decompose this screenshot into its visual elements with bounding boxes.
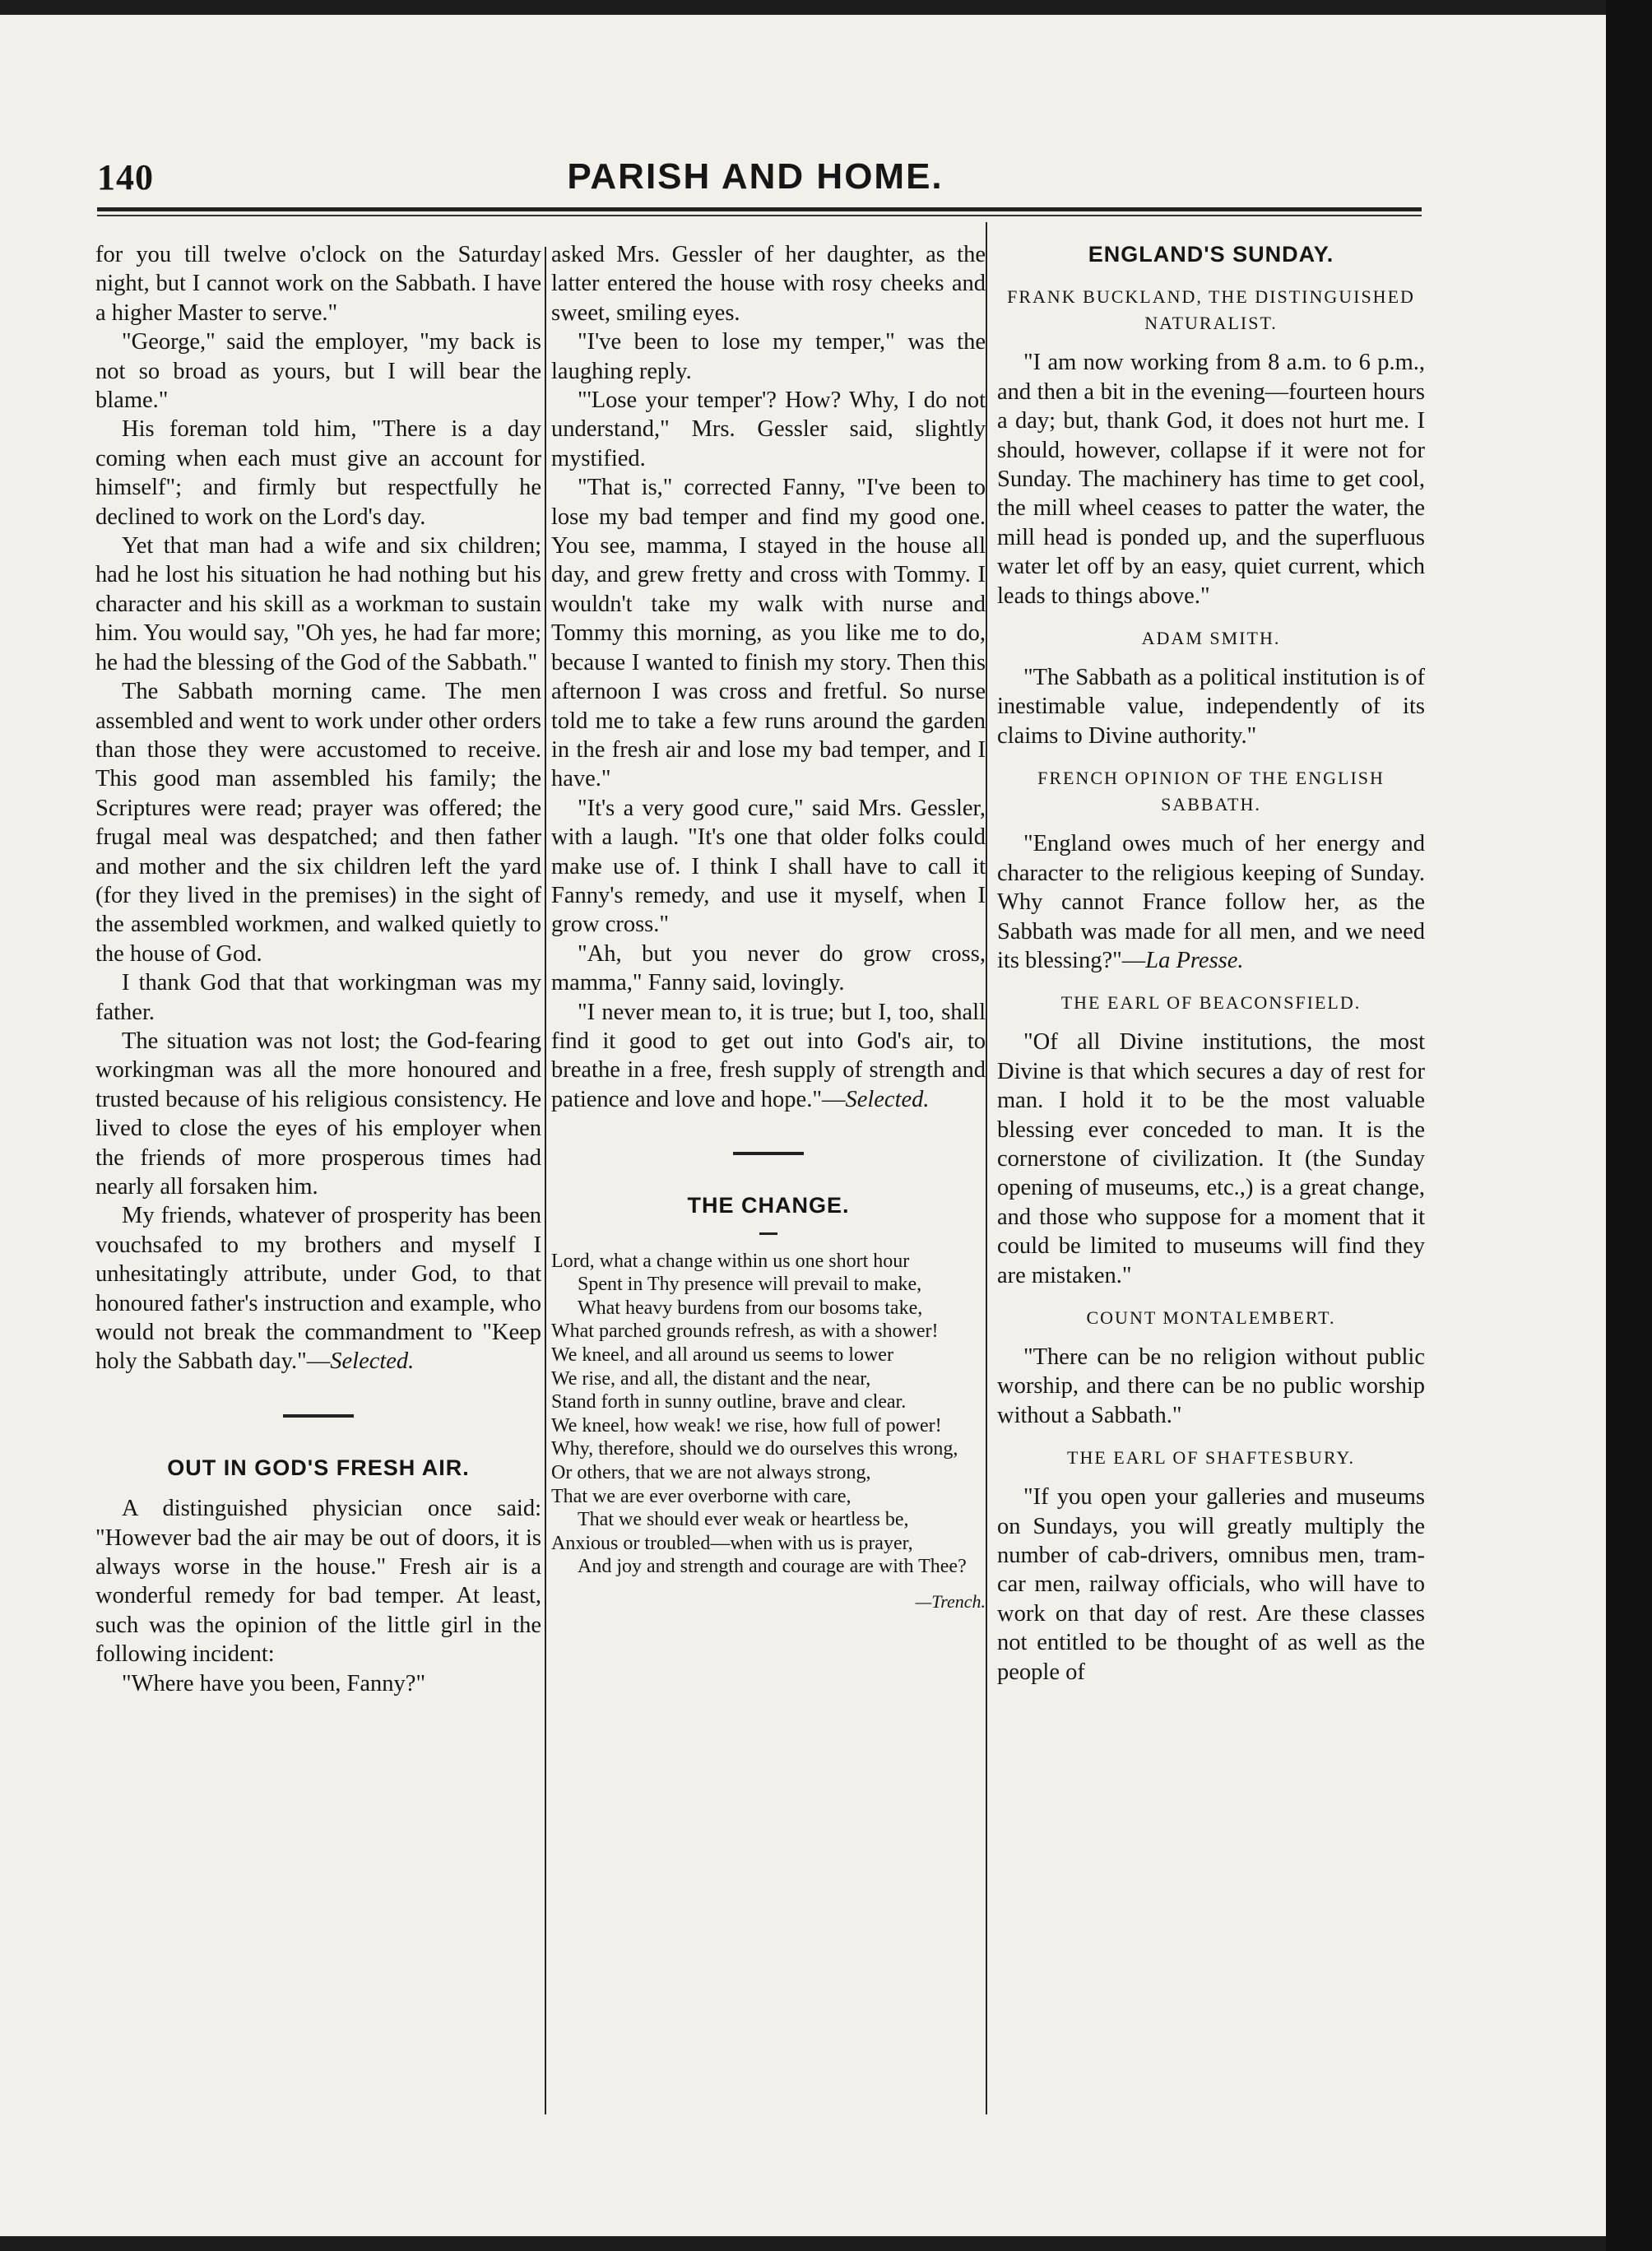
credit: La Presse. (1145, 947, 1244, 973)
journal-title: PARISH AND HOME. (567, 156, 944, 197)
column-divider (986, 222, 987, 2114)
quote-author: COUNT MONTALEMBERT. (1086, 1307, 1336, 1328)
poem-line: What parched grounds refresh, as with a shower! (551, 1320, 939, 1343)
paragraph-text: My friends, whatever of prosperity has been vouchsafed to my brothers and myself I unhesitatingly attribute, under God, to that honoured father's instruction and example, who would not break the commandment to "Keep holy the Sabbath day." (95, 1203, 541, 1375)
paragraph: The Sabbath morning came. The men assembled and went to work under other orders than those they were accustomed to receive. This good man assembled his family; the Scriptures were read; prayer was offered; the frugal meal was despatched; and then father and mother and the six children left the yard (for they lived in the premises) in the sight of the assembled workmen, and walked quietly to the house of God. (95, 679, 541, 967)
paragraph: The situation was not lost; the God-fearing workingman was all the more honoured and trusted because of his religious consistency. He lived to close the eyes of his employer when the friends of more prosperous times had nearly all forsaken him. (95, 1028, 541, 1200)
quote-author: FRANK BUCKLAND, THE DISTINGUISHED NATURALIST. (1007, 286, 1415, 334)
poem-line: Or others, that we are not always strong, (551, 1461, 871, 1483)
column-2 (551, 240, 986, 1614)
quote-author: THE EARL OF BEACONSFIELD. (1060, 992, 1362, 1014)
page-header (97, 156, 1413, 206)
poem-line: Anxious or troubled—when with us is prayer, (551, 1532, 913, 1554)
paragraph-text: "I never mean to, it is true; but I, too, shall find it good to get out into God's air, to breathe in a free, fresh supply of strength and patience and love and hope." (551, 999, 986, 1112)
quote-text: "England owes much of her energy and character to the religious keeping of Sunday. Why cannot France follow her, as the Sabbath was made for all men, and we need its blessing?"—La Presse. (997, 831, 1425, 973)
poem-line: And joy and strength and courage are with Thee? (578, 1556, 967, 1578)
paragraph: "I've been to lose my temper," was the laughing reply. (551, 329, 986, 384)
paragraph: My friends, whatever of prosperity has been vouchsafed to my brothers and myself I unhesitatingly attribute, under God, to that honoured father's instruction and example, who would not break the commandment to "Keep holy the Sabbath day."—Selected. (95, 1203, 541, 1375)
article-heading: OUT IN GOD'S FRESH AIR. (167, 1455, 470, 1480)
paragraph: "It's a very good cure," said Mrs. Gessler, with a laugh. "It's one that older folks could make use of. I think I shall have to call it Fanny's remedy, and use it myself, when I grow cross." (551, 795, 986, 938)
quote-text: "Of all Divine institutions, the most Divine is that which secures a day of rest for man. I hold it to be the most valuable blessing ever conceded to man. It is the cornerstone of civilization. It (the Sunday opening of museums, etc.,) is a great change, and those who suppose for a moment that it could be limited to museums will find they are mistaken." (997, 1029, 1425, 1288)
poem-credit: —Trench. (915, 1590, 986, 1612)
quote-author: ADAM SMITH. (1141, 628, 1281, 649)
poem-line: Lord, what a change within us one short hour (551, 1250, 910, 1272)
quote-body: "England owes much of her energy and character to the religious keeping of Sunday. Why cannot France follow her, as the Sabbath was made for all men, and we need its blessing?" (997, 831, 1425, 973)
quote-text: "I am now working from 8 a.m. to 6 p.m., and then a bit in the evening—fourteen hours a day; but, thank God, it does not hurt me. I should, however, collapse if it were not for Sunday. The machinery has time to get cool, the mill wheel ceases to patter the water, the mill head is ponded up, and the superfluous water let off by an easy, quiet current, which leads to things above." (997, 350, 1425, 609)
poem (551, 1250, 986, 1614)
paragraph: "I never mean to, it is true; but I, too, shall find it good to get out into God's air, to breathe in a free, fresh supply of strength and patience and love and hope."—Selected. (551, 999, 986, 1112)
paragraph: "That is," corrected Fanny, "I've been to lose my bad temper and find my good one. You see, mamma, I stayed in the house all day, and grew fretty and cross with Tommy. I wouldn't take my walk with nurse and Tommy this morning, as you like me to do, because I wanted to finish my story. Then this afternoon I was cross and fretful. So nurse told me to take a few runs around the garden in the fresh air and lose my bad temper, and I have." (551, 475, 986, 792)
paragraph: for you till twelve o'clock on the Saturday night, but I cannot work on the Sabbath. I have a higher Master to serve." (95, 242, 541, 326)
poem-line: Stand forth in sunny outline, brave and clear. (551, 1391, 907, 1413)
header-rule-thin (97, 215, 1422, 216)
poem-line: What heavy burdens from our bosoms take, (578, 1297, 923, 1319)
scan-edge (1606, 0, 1652, 2251)
poem-line: Spent in Thy presence will prevail to make, (578, 1274, 922, 1296)
column-3 (997, 240, 1425, 1687)
paragraph: "Ah, but you never do grow cross, mamma," Fanny said, lovingly. (551, 940, 986, 996)
paragraph: "Where have you been, Fanny?" (122, 1670, 426, 1696)
quote-text: "The Sabbath as a political institution is of inestimable value, independently of its claims to Divine authority." (997, 665, 1425, 749)
page-number: 140 (97, 157, 154, 197)
poem-line: That we should ever weak or heartless be, (578, 1509, 909, 1531)
paragraph: I thank God that that workingman was my father. (95, 970, 541, 1025)
poem-line: We kneel, and all around us seems to lower (551, 1344, 893, 1366)
quote-author: FRENCH OPINION OF THE ENGLISH SABBATH. (1037, 768, 1385, 815)
poem-line: Why, therefore, should we do ourselves this wrong, (551, 1438, 958, 1460)
paragraph: A distinguished physician once said: "However bad the air may be out of doors, it is always worse in the house." Fresh air is a wonderful remedy for bad temper. At least, such was the opinion of the little girl in the following incident: (95, 1496, 541, 1668)
paragraph: asked Mrs. Gessler of her daughter, as the latter entered the house with rosy cheeks and sweet, smiling eyes. (551, 242, 986, 326)
quote-text: "If you open your galleries and museums on Sundays, you will greatly multiply the number of cab-drivers, omnibus men, tram-car men, railway officials, who will have to work on that day of rest. Are these classes not entitled to be thought of as well as the people of (997, 1484, 1425, 1685)
poem-line: That we are ever overborne with care, (551, 1485, 852, 1507)
poem-heading: THE CHANGE. (687, 1193, 850, 1218)
section-divider (283, 1414, 354, 1418)
credit: Selected. (330, 1348, 415, 1375)
quote-text: "There can be no religion without public worship, and there can be no public worship without a Sabbath." (997, 1344, 1425, 1428)
column-divider (545, 247, 546, 2114)
poem-line: We rise, and all, the distant and the near, (551, 1367, 871, 1390)
paragraph: Yet that man had a wife and six children; had he lost his situation he had nothing but his character and his skill as a workman to sustain him. You would say, "Oh yes, he had far more; he had the blessing of the God of the Sabbath." (95, 533, 541, 675)
credit: Selected. (845, 1086, 930, 1112)
heading-dash (759, 1232, 777, 1235)
paragraph: "'Lose your temper'? How? Why, I do not understand," Mrs. Gessler said, slightly mystified. (551, 388, 986, 471)
poem-line: We kneel, how weak! we rise, how full of power! (551, 1414, 942, 1436)
section-divider (733, 1152, 804, 1155)
paragraph: "George," said the employer, "my back is not so broad as yours, but I will bear the blame." (95, 329, 541, 414)
quote-author: THE EARL OF SHAFTESBURY. (1067, 1447, 1355, 1469)
paragraph: His foreman told him, "There is a day coming when each must give an account for himself"; and firmly but respectfully he declined to work on the Lord's day. (95, 416, 541, 530)
article-heading: ENGLAND'S SUNDAY. (1088, 242, 1334, 267)
header-rule (97, 207, 1422, 211)
column-1 (95, 240, 541, 1698)
